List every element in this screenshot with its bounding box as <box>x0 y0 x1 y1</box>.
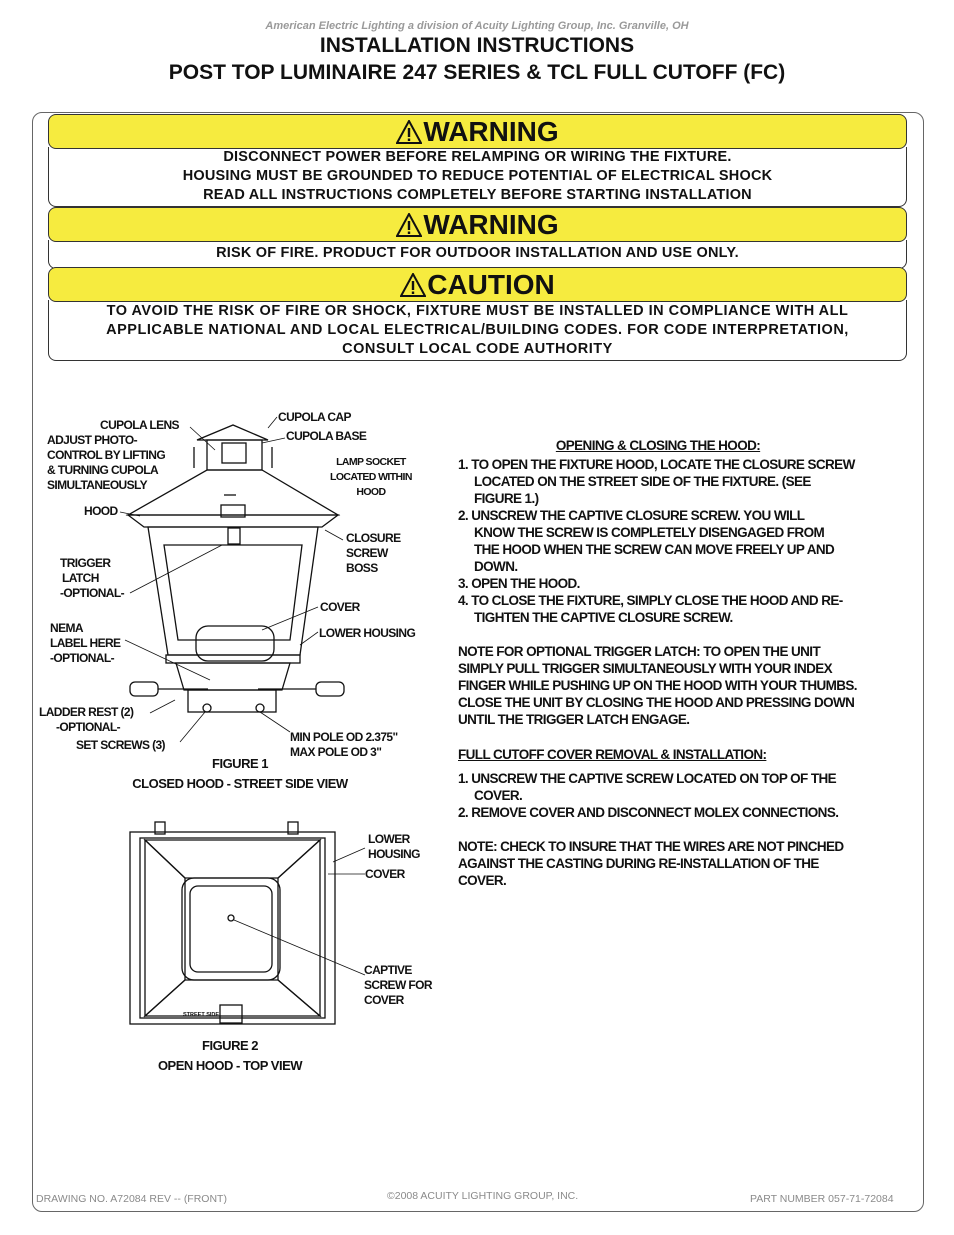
warning-banner-2-label: WARNING <box>423 208 559 240</box>
company-line: American Electric Lighting a division of Acuity Lighting Group, Inc. Granville, OH <box>265 20 689 32</box>
title-line-1: INSTALLATION INSTRUCTIONS <box>319 34 635 57</box>
step-4: 4. TO CLOSE THE FIXTURE, SIMPLY CLOSE THE HOOD AND RE- <box>458 593 843 608</box>
label-pole-od: MIN POLE OD 2.375" MAX POLE OD 3" <box>290 730 398 759</box>
step-1: 1. TO OPEN THE FIXTURE HOOD, LOCATE THE CLOSURE SCREW <box>458 457 855 472</box>
warning-triangle-icon <box>400 273 426 297</box>
warning-triangle-icon <box>396 120 422 144</box>
warning-triangle-icon <box>396 213 422 237</box>
warning-banner-1-label: WARNING <box>423 115 559 147</box>
label-nema: NEMA LABEL HERE -OPTIONAL- <box>50 621 121 665</box>
caution-line-1: TO AVOID THE RISK OF FIRE OR SHOCK, FIXTURE MUST BE INSTALLED IN COMPLIANCE WITH ALL <box>106 303 849 319</box>
title-line-2: POST TOP LUMINAIRE 247 SERIES & TCL FULL CUTOFF (FC) <box>168 61 786 84</box>
caution-banner-label: CAUTION <box>427 268 555 300</box>
label-adjust-photo: ADJUST PHOTO- CONTROL BY LIFTING & TURNING CUPOLA SIMULTANEOUSLY <box>47 433 166 492</box>
label-cupola-lens: CUPOLA LENS <box>100 418 179 432</box>
caution-text <box>48 300 907 361</box>
warning-2-line-1: RISK OF FIRE. PRODUCT FOR OUTDOOR INSTALLATION AND USE ONLY. <box>216 245 739 261</box>
caution-banner <box>48 267 907 302</box>
label-ladder-rest: LADDER REST (2) -OPTIONAL- <box>39 705 134 734</box>
label-cover-2: COVER <box>365 867 405 881</box>
label-cover: COVER <box>320 600 360 614</box>
label-lower-housing: LOWER HOUSING <box>319 626 416 640</box>
label-trigger-latch: TRIGGER LATCH -OPTIONAL- <box>60 556 124 600</box>
warning-banner-2 <box>48 207 907 242</box>
step-3: 3. OPEN THE HOOD. <box>458 576 580 591</box>
warning-text-2 <box>48 240 907 269</box>
label-hood: HOOD <box>84 504 118 518</box>
label-set-screws: SET SCREWS (3) <box>76 738 165 752</box>
copyright: ©2008 ACUITY LIGHTING GROUP, INC. <box>387 1190 579 1202</box>
label-cupola-cap: CUPOLA CAP <box>278 410 351 424</box>
warning-banner-1 <box>48 114 907 149</box>
warning-1-line-1: DISCONNECT POWER BEFORE RELAMPING OR WIRING THE FIXTURE. <box>223 149 732 165</box>
wires-note: NOTE: CHECK TO INSURE THAT THE WIRES ARE NOT PINCHED <box>458 839 844 854</box>
label-street-side: STREET SIDE <box>183 1012 220 1018</box>
caution-line-3: CONSULT LOCAL CODE AUTHORITY <box>342 341 613 357</box>
cover-step-2: 2. REMOVE COVER AND DISCONNECT MOLEX CONNECTIONS. <box>458 805 839 820</box>
trigger-note: NOTE FOR OPTIONAL TRIGGER LATCH: TO OPEN THE UNIT <box>458 644 821 659</box>
opening-heading: OPENING & CLOSING THE HOOD: <box>555 438 761 453</box>
warning-1-line-2: HOUSING MUST BE GROUNDED TO REDUCE POTENTIAL OF ELECTRICAL SHOCK <box>182 168 773 184</box>
figure-2-caption: FIGURE 2 OPEN HOOD - TOP VIEW <box>157 1038 303 1073</box>
warning-1-line-3: READ ALL INSTRUCTIONS COMPLETELY BEFORE STARTING INSTALLATION <box>203 187 752 203</box>
label-closure-screw-boss: CLOSURE SCREW BOSS <box>346 531 401 575</box>
figure-1-caption: FIGURE 1 CLOSED HOOD - STREET SIDE VIEW <box>132 756 348 791</box>
instructions-column: OPENING & CLOSING THE HOOD: 1. TO OPEN THE FIXTURE HOOD, LOCATE THE CLOSURE SCREW LOCATED ON THE STREET SIDE OF THE FIXTURE. (SEE FIGURE 1.) 2. UNSCREW THE CAPTIVE CLOSURE SCREW. YOU WILL KNOW THE SCREW IS COMPLETELY DISENGAGED FROM THE HOOD WHEN THE SCREW CAN MOVE FREELY UP AND DOWN. 3. OPEN THE HOOD. 4. TO CLOSE THE FIXTURE, SIMPLY CLOSE THE HOOD AND RE- TIGHTEN THE CAPTIVE CLOSURE SCREW. NOTE FOR OPTIONAL TRIGGER LATCH: TO OPEN THE UNIT SIMPLY PULL TRIGGER SIMULTANEOUSLY WITH YOUR INDEX FINGER WHILE PUSHING UP ON THE HOOD WITH YOUR THUMBS. CLOSE THE UNIT BY CLOSING THE HOOD AND PRESSING DOWN UNTIL THE TRIGGER LATCH ENGAGE. FULL CUTOFF COVER REMOVAL & INSTALLATION: 1. UNSCREW THE CAPTIVE SCREW LOCATED ON TOP OF THE COVER. 2. REMOVE COVER AND DISCONNECT MOLEX CONNECTIONS. NOTE: CHECK TO INSURE THAT THE WIRES ARE NOT PINCHED AGAINST THE CASTING DURING RE-INSTALLATION OF THE COVER. <box>458 437 918 889</box>
part-number: PART NUMBER 057-71-72084 <box>750 1193 894 1205</box>
cover-heading: FULL CUTOFF COVER REMOVAL & INSTALLATION: <box>458 747 767 762</box>
caution-line-2: APPLICABLE NATIONAL AND LOCAL ELECTRICAL/BUILDING CODES. FOR CODE INTERPRETATION, <box>106 322 849 338</box>
step-2: 2. UNSCREW THE CAPTIVE CLOSURE SCREW. YOU WILL <box>458 508 805 523</box>
cover-step-1: 1. UNSCREW THE CAPTIVE SCREW LOCATED ON TOP OF THE <box>458 771 837 786</box>
drawing-number: DRAWING NO. A72084 REV -- (FRONT) <box>36 1193 227 1205</box>
warning-text-1 <box>48 147 907 207</box>
label-lower-housing-2: LOWER HOUSING <box>368 832 420 861</box>
label-lamp-socket: LAMP SOCKET LOCATED WITHIN HOOD <box>330 456 412 498</box>
label-captive-screw: CAPTIVE SCREW FOR COVER <box>364 963 432 1007</box>
label-cupola-base: CUPOLA BASE <box>286 429 367 443</box>
